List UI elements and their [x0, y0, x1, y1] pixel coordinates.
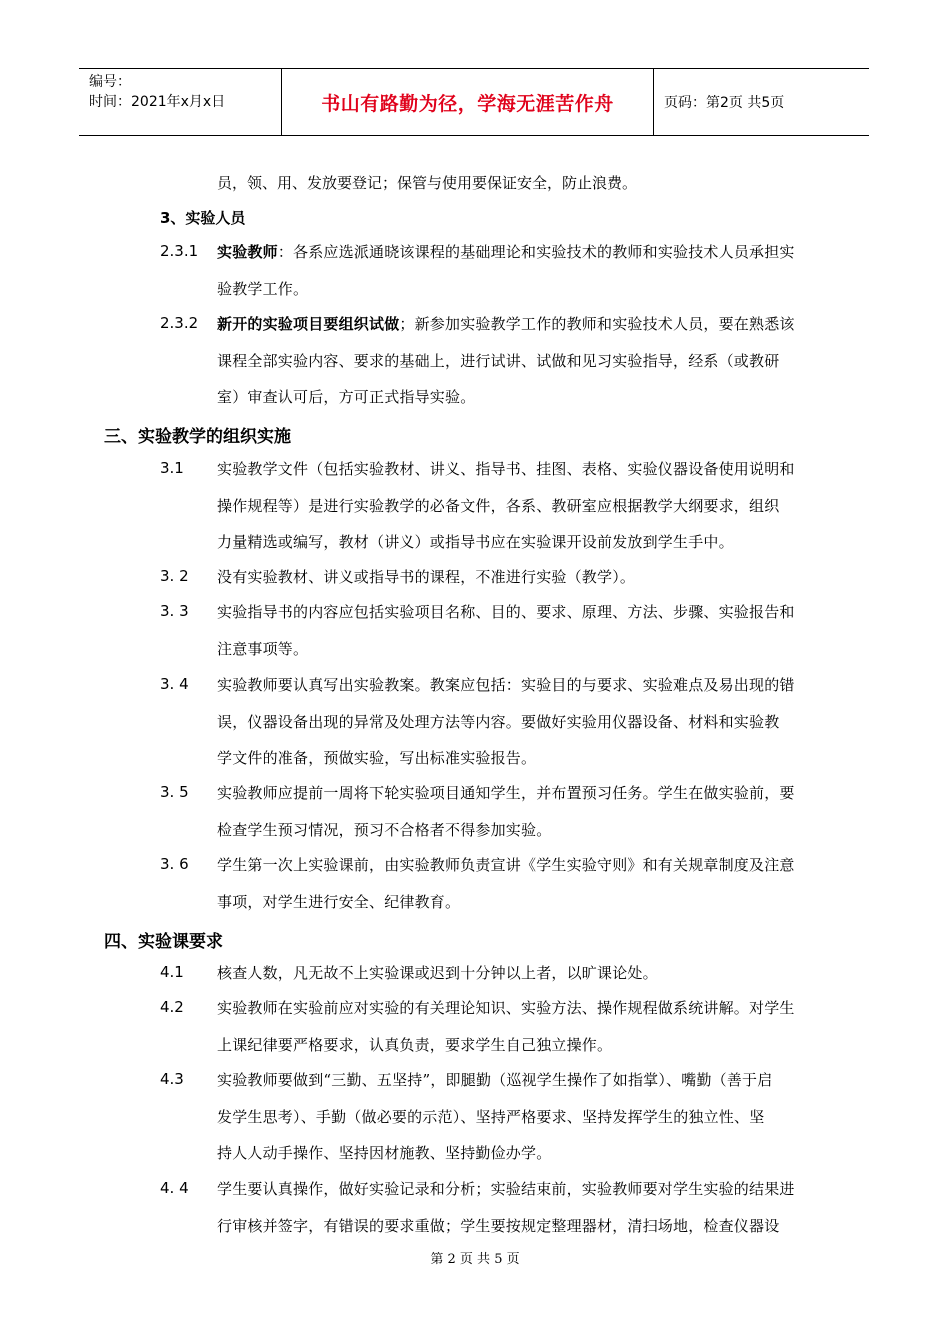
paragraph-line: 实验教师：各系应选派通晓该课程的基础理论和实验技术的教师和实验技术人员承担实: [217, 243, 795, 261]
header-table: [79, 68, 869, 136]
serial-label: 编号：: [89, 74, 131, 90]
paragraph-line: 实验教师在实验前应对实验的有关理论知识、实验方法、操作规程做系统讲解。对学生: [217, 999, 795, 1017]
paragraph-line: 验教学工作。: [217, 279, 309, 298]
paragraph-line: 上课纪律要严格要求，认真负责，要求学生自己独立操作。: [217, 1035, 613, 1054]
paragraph-line: 事项，对学生进行安全、纪律教育。: [217, 892, 461, 911]
paragraph-3-3: [160, 602, 850, 675]
paragraph-line: 室）审查认可后，方可正式指导实验。: [217, 388, 476, 406]
paragraph-line: 误，仪器设备出现的异常及处理方法等内容。要做好实验用仪器设备、材料和实验教: [217, 712, 780, 731]
paragraph-3-4: [160, 675, 850, 785]
paragraph-3-2: [160, 567, 850, 604]
paragraph-line: 学生要认真操作，做好实验记录和分析；实验结束前，实验教师要对学生实验的结果进: [217, 1180, 795, 1198]
paragraph-line: 核查人数，凡无故不上实验课或迟到十分钟以上者，以旷课论处。: [217, 964, 658, 982]
paragraph-4-3: [160, 1070, 850, 1180]
paragraph-line: 注意事项等。: [217, 639, 309, 658]
section-heading-3: 三、实验教学的组织实施: [104, 427, 291, 447]
paragraph-number: 3. 6: [160, 855, 189, 873]
paragraph-number: 4. 4: [160, 1179, 189, 1197]
paragraph-line: 学生第一次上实验课前，由实验教师负责宣讲《学生实验守则》和有关规章制度及注意: [217, 856, 795, 874]
paragraph-line: 实验教师应提前一周将下轮实验项目通知学生，并布置预习任务。学生在做实验前，要: [217, 784, 795, 802]
paragraph-4-1: [160, 963, 850, 1000]
paragraph-3-5: [160, 783, 850, 856]
paragraph-number: 2.3.2: [160, 314, 199, 332]
time-label: 时间：2021年x月x日: [89, 94, 226, 110]
paragraph-line: 检查学生预习情况，预习不合格者不得参加实验。: [217, 820, 552, 839]
paragraph-2-3-2: [160, 314, 850, 424]
paragraph-number: 2.3.1: [160, 242, 199, 260]
paragraph-number: 3. 4: [160, 675, 189, 693]
paragraph-line: 实验教师要认真写出实验教案。教案应包括：实验目的与要求、实验难点及易出现的错: [217, 676, 795, 694]
paragraph-line: 发学生思考）、手勤（做必要的示范）、坚持严格要求、坚持发挥学生的独立性、坚: [217, 1107, 765, 1126]
subsection-heading: 3、实验人员: [160, 209, 246, 227]
header-motto: 书山有路勤为径，学海无涯苦作舟: [282, 69, 654, 135]
paragraph-line: 实验教师要做到“三勤、五坚持”，即腿勤（巡视学生操作了如指掌）、嘴勤（善于启: [217, 1071, 773, 1089]
paragraph-line: 课程全部实验内容、要求的基础上，进行试讲、试做和见习实验指导，经系（或教研: [217, 351, 780, 370]
paragraph-number: 4.2: [160, 998, 184, 1016]
paragraph-number: 3. 3: [160, 602, 189, 620]
paragraph-line: 学文件的准备，预做实验，写出标准实验报告。: [217, 749, 537, 767]
paragraph-title: 新开的实验项目要组织试做: [217, 315, 400, 333]
paragraph-line: 行审核并签字，有错误的要求重做；学生要按规定整理器材，清扫场地，检查仪器设: [217, 1216, 780, 1235]
paragraph-line: 新开的实验项目要组织试做；新参加实验教学工作的教师和实验技术人员，要在熟悉该: [217, 315, 795, 333]
paragraph-number: 4.1: [160, 963, 184, 981]
paragraph-line: 操作规程等）是进行实验教学的必备文件，各系、教研室应根据教学大纲要求，组织: [217, 496, 780, 515]
paragraph-number: 3. 5: [160, 783, 189, 801]
paragraph-line: 力量精选或编写，教材（讲义）或指导书应在实验课开设前发放到学生手中。: [217, 533, 734, 551]
paragraph-4-2: [160, 998, 850, 1071]
paragraph-line: 实验指导书的内容应包括实验项目名称、目的、要求、原理、方法、步骤、实验报告和: [217, 603, 795, 621]
section-heading-4: 四、实验课要求: [104, 932, 223, 952]
paragraph-number: 3. 2: [160, 567, 189, 585]
paragraph-3-1: [160, 459, 850, 569]
continued-line: 员，领、用、发放要登记；保管与使用要保证安全，防止浪费。: [217, 174, 638, 192]
paragraph-3-6: [160, 855, 850, 928]
paragraph-line: 没有实验教材、讲义或指导书的课程，不准进行实验（教学）。: [217, 568, 636, 586]
header-left-cell: [79, 69, 282, 135]
paragraph-title: 实验教师: [217, 243, 278, 261]
paragraph-2-3-1: [160, 242, 850, 315]
page-footer: 第 2 页 共 5 页: [430, 1252, 520, 1267]
paragraph-4-4: [160, 1179, 850, 1252]
paragraph-number: 3.1: [160, 459, 184, 477]
header-page-info: 页码：第2页 共5页: [664, 95, 785, 111]
paragraph-line: 持人人动手操作、坚持因材施教、坚持勤俭办学。: [217, 1144, 552, 1162]
paragraph-line: 实验教学文件（包括实验教材、讲义、指导书、挂图、表格、实验仪器设备使用说明和: [217, 460, 795, 478]
paragraph-number: 4.3: [160, 1070, 184, 1088]
